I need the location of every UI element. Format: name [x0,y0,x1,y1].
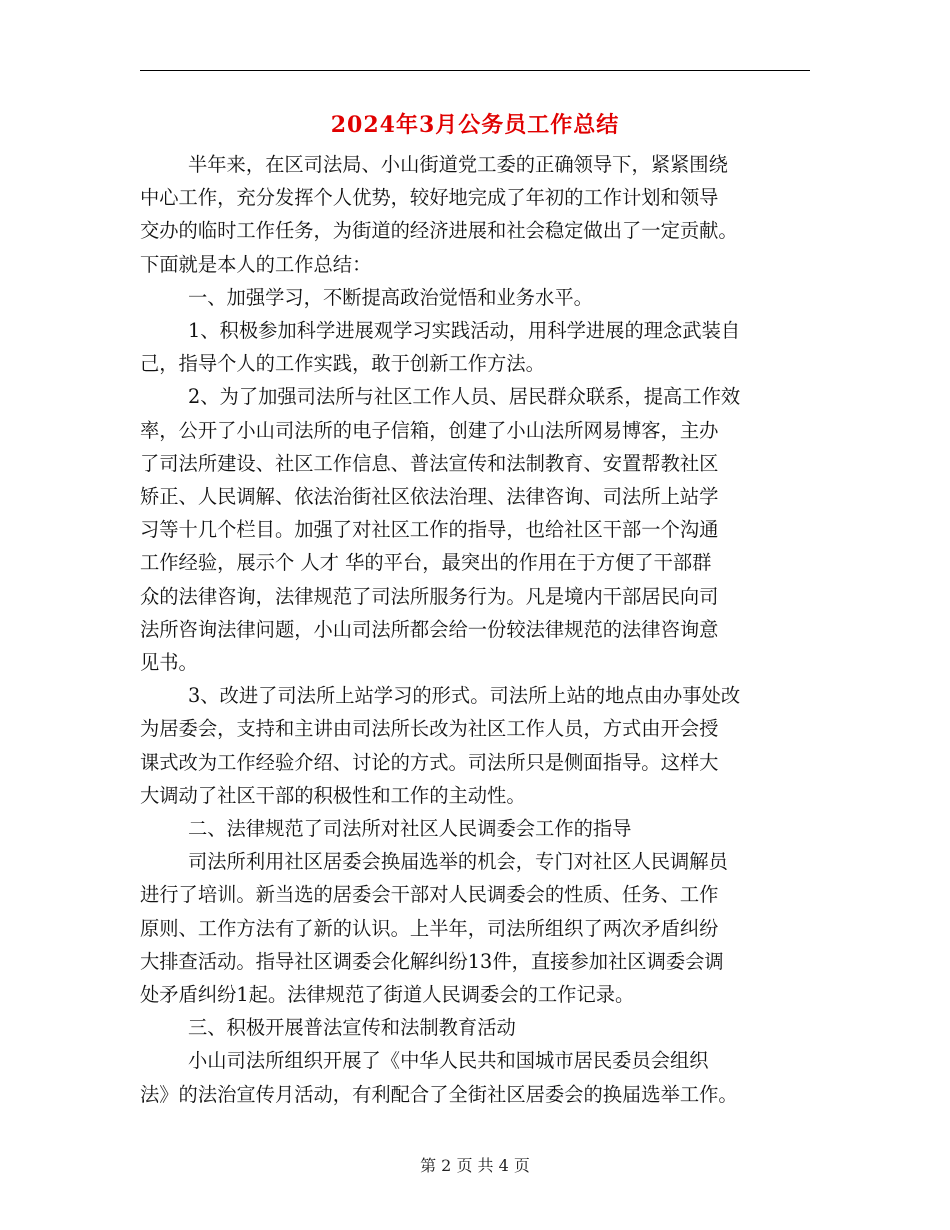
paragraph-intro [140,148,812,281]
text-line: 众的法律咨询，法律规范了司法所服务行为。凡是境内干部居民向司 [140,584,719,608]
text-line: 课式改为工作经验介绍、讨论的方式。司法所只是侧面指导。这样大 [140,750,719,774]
paragraph-item-2 [140,380,812,679]
text-line: 进行了培训。新当选的居委会干部对人民调委会的性质、任务、工作 [140,883,719,907]
text-line: 二、法律规范了司法所对社区人民调委会工作的指导 [188,817,632,841]
text-line: 一、加强学习，不断提高政治觉悟和业务水平。 [188,285,593,309]
text-line: 习等十几个栏目。加强了对社区工作的指导，也给社区干部一个沟通 [140,518,719,542]
text-line: 矫正、人民调解、依法治街社区依法治理、法律咨询、司法所上站学 [140,485,719,509]
text-line: 三、积极开展普法宣传和法制教育活动 [188,1016,516,1040]
text-line: 处矛盾纠纷1起。法律规范了街道人民调委会的工作记录。 [140,983,635,1007]
section-heading-2 [140,812,812,845]
text-line: 下面就是本人的工作总结： [140,252,372,276]
text-line: 中心工作，充分发挥个人优势，较好地完成了年初的工作计划和领导 [140,186,719,210]
text-line: 交办的临时工作任务，为街道的经济进展和社会稳定做出了一定贡献。 [140,219,738,243]
paragraph-item-3 [140,679,812,812]
text-line: 1、积极参加科学进展观学习实践活动，用科学进展的理念武装自 [188,319,741,343]
text-line: 司法所利用社区居委会换届选举的机会，专门对社区人民调解员 [188,850,728,874]
text-line: 半年来，在区司法局、小山街道党工委的正确领导下，紧紧围绕 [188,153,728,176]
text-line: 大排查活动。指导社区调委会化解纠纷13件，直接参加社区调委会调 [140,949,724,973]
text-line: 大调动了社区干部的积极性和工作的主动性。 [140,783,526,807]
text-line: 了司法所建设、社区工作信息、普法宣传和法制教育、安置帮教社区 [140,451,719,475]
text-line: 率，公开了小山司法所的电子信箱，创建了小山法所网易博客，主办 [140,418,719,442]
text-line: 原则、工作方法有了新的认识。上半年，司法所组织了两次矛盾纠纷 [140,916,719,940]
paragraph-publicity [140,1044,812,1110]
text-line: 为居委会，支持和主讲由司法所长改为社区工作人员，方式由开会授 [140,717,719,741]
document-title: 2024年3月公务员工作总结 [330,112,620,138]
paragraph-mediation [140,845,812,1011]
document-body [140,148,812,1111]
text-line: 法所咨询法律问题，小山司法所都会给一份较法律规范的法律咨询意 [140,617,719,641]
section-heading-1 [140,281,812,314]
section-heading-3 [140,1011,812,1044]
top-rule [140,70,810,71]
text-line: 法》的法治宣传月活动，有利配合了全街社区居委会的换届选举工作。 [140,1082,738,1106]
text-line: 见书。 [140,651,198,675]
text-line: 己，指导个人的工作实践，敢于创新工作方法。 [140,352,545,376]
text-line: 工作经验，展示个 人才 华的平台，最突出的作用在于方便了干部群 [140,551,712,575]
text-line: 小山司法所组织开展了《中华人民共和国城市居民委员会组织 [188,1049,709,1073]
text-line: 3、改进了司法所上站学习的形式。司法所上站的地点由办事处改 [188,684,741,708]
text-line: 2、为了加强司法所与社区工作人员、居民群众联系，提高工作效 [188,385,741,409]
page-footer: 第 2 页 共 4 页 [420,1156,530,1175]
paragraph-item-1 [140,314,812,380]
